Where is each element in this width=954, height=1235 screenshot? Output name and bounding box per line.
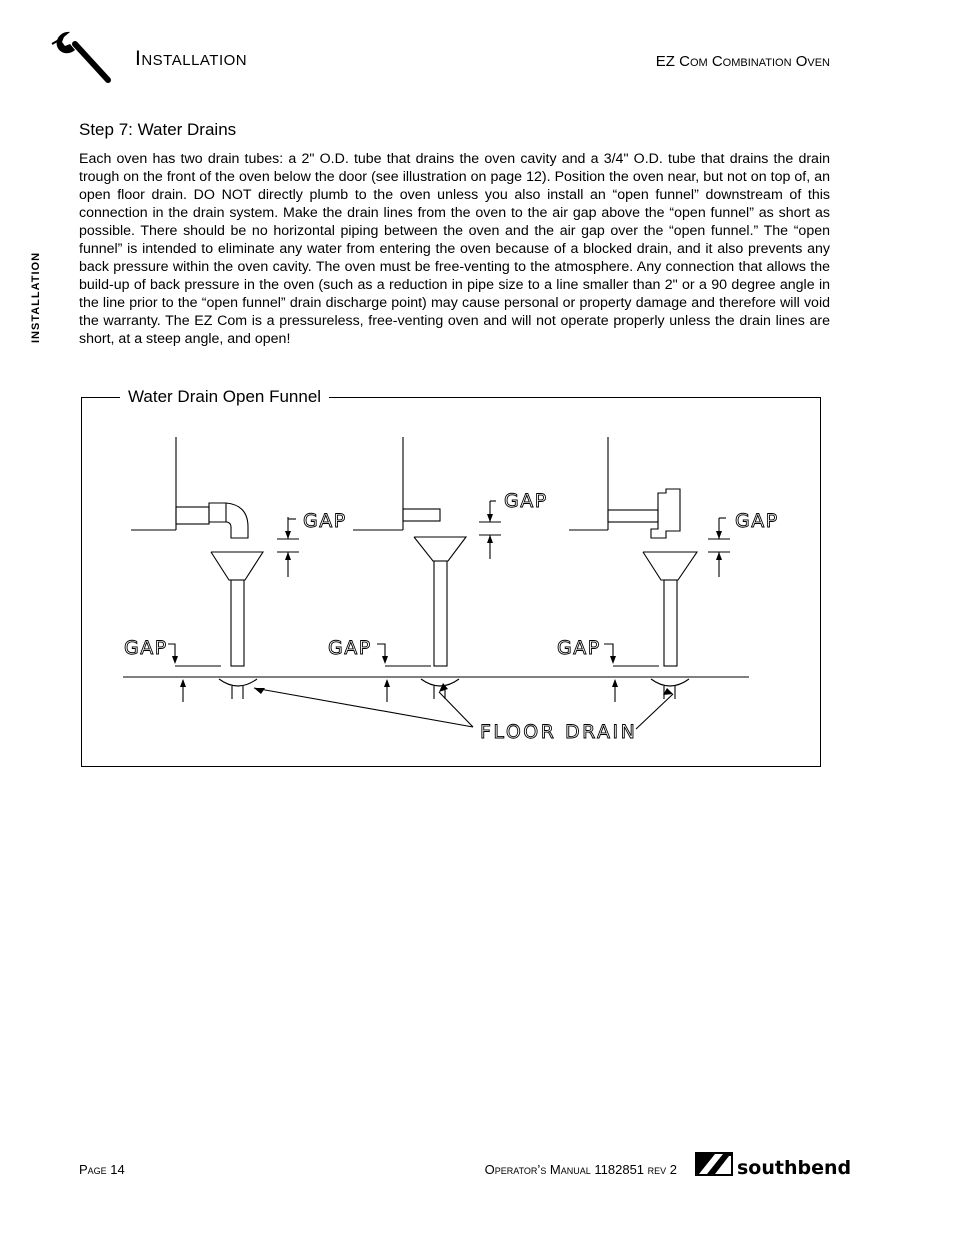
bottom-gap-marker-3 [604,644,659,702]
manual-reference: Operator’s Manual 1182851 rev 2 [484,1162,677,1177]
oven-wall-3 [569,437,608,530]
drain-diagram [81,397,821,767]
funnel-3 [643,552,697,666]
brand-wordmark: southbend [737,1157,852,1179]
bottom-gap-marker-2 [377,644,431,702]
floor-drain-label: FLOOR DRAIN [480,721,638,743]
gap-label-bottom-2: GAP [328,637,372,659]
section-title: Installation [135,47,248,70]
bottom-gap-marker-1 [168,644,221,702]
floor-drain-3 [651,679,689,699]
gap-label-top-3: GAP [735,510,779,532]
wrench-icon [50,28,116,84]
tee-pipe-3 [608,489,680,538]
top-gap-marker-2 [479,501,501,559]
gap-label-bottom-1: GAP [124,637,168,659]
figure-title: Water Drain Open Funnel [120,387,329,407]
step-paragraph: Each oven has two drain tubes: a 2" O.D. tube that drains the oven cavity and a 3/4" O.D. tube that drains the drain trough on the front of the oven below the door (see illustration on page 12). Position the oven near, but not on top of, an open floor drain. DO NOT directly plumb to the oven unless you also install an “open funnel” downstream of this connection in the drain system. Make the drain lines from the oven to the air gap above the “open funnel” as short as possible. There should be no horizontal piping between the oven and the air gap over the “open funnel.” The “open funnel” is intended to eliminate any water from entering the oven because of a blocked drain, and it also prevents any back pressure within the oven cavity. The oven must be free-venting to the atmosphere. Any connection that allows the build-up of back pressure in the oven (such as a reduction in pipe size to a line smaller than 2" or a 90 degree angle in the line prior to the “open funnel” drain discharge point) may cause personal or property damage and therefore will void the warranty. The EZ Com is a pressureless, free-venting oven and will not operate properly unless the drain lines are short, at a steep angle, and open! [79,151,830,347]
southbend-logo [693,1146,852,1180]
funnel-2 [414,537,466,666]
document-title: EZ Com Combination Oven [655,53,830,70]
oven-wall-1 [131,437,176,530]
floor-drain-2 [421,679,459,699]
step-heading: Step 7: Water Drains [79,120,237,139]
funnel-1 [211,552,263,666]
oven-wall-2 [353,437,440,530]
gap-label-bottom-3: GAP [557,637,601,659]
side-tab-label: INSTALLATION [30,251,42,343]
floor-drain-1 [219,679,257,699]
gap-label-top-2: GAP [504,490,548,512]
top-gap-marker-3 [708,518,730,577]
elbow-pipe-1 [176,503,248,538]
page-number: Page 14 [79,1162,125,1177]
gap-label-top-1: GAP [303,510,347,532]
top-gap-marker-1 [277,517,299,577]
